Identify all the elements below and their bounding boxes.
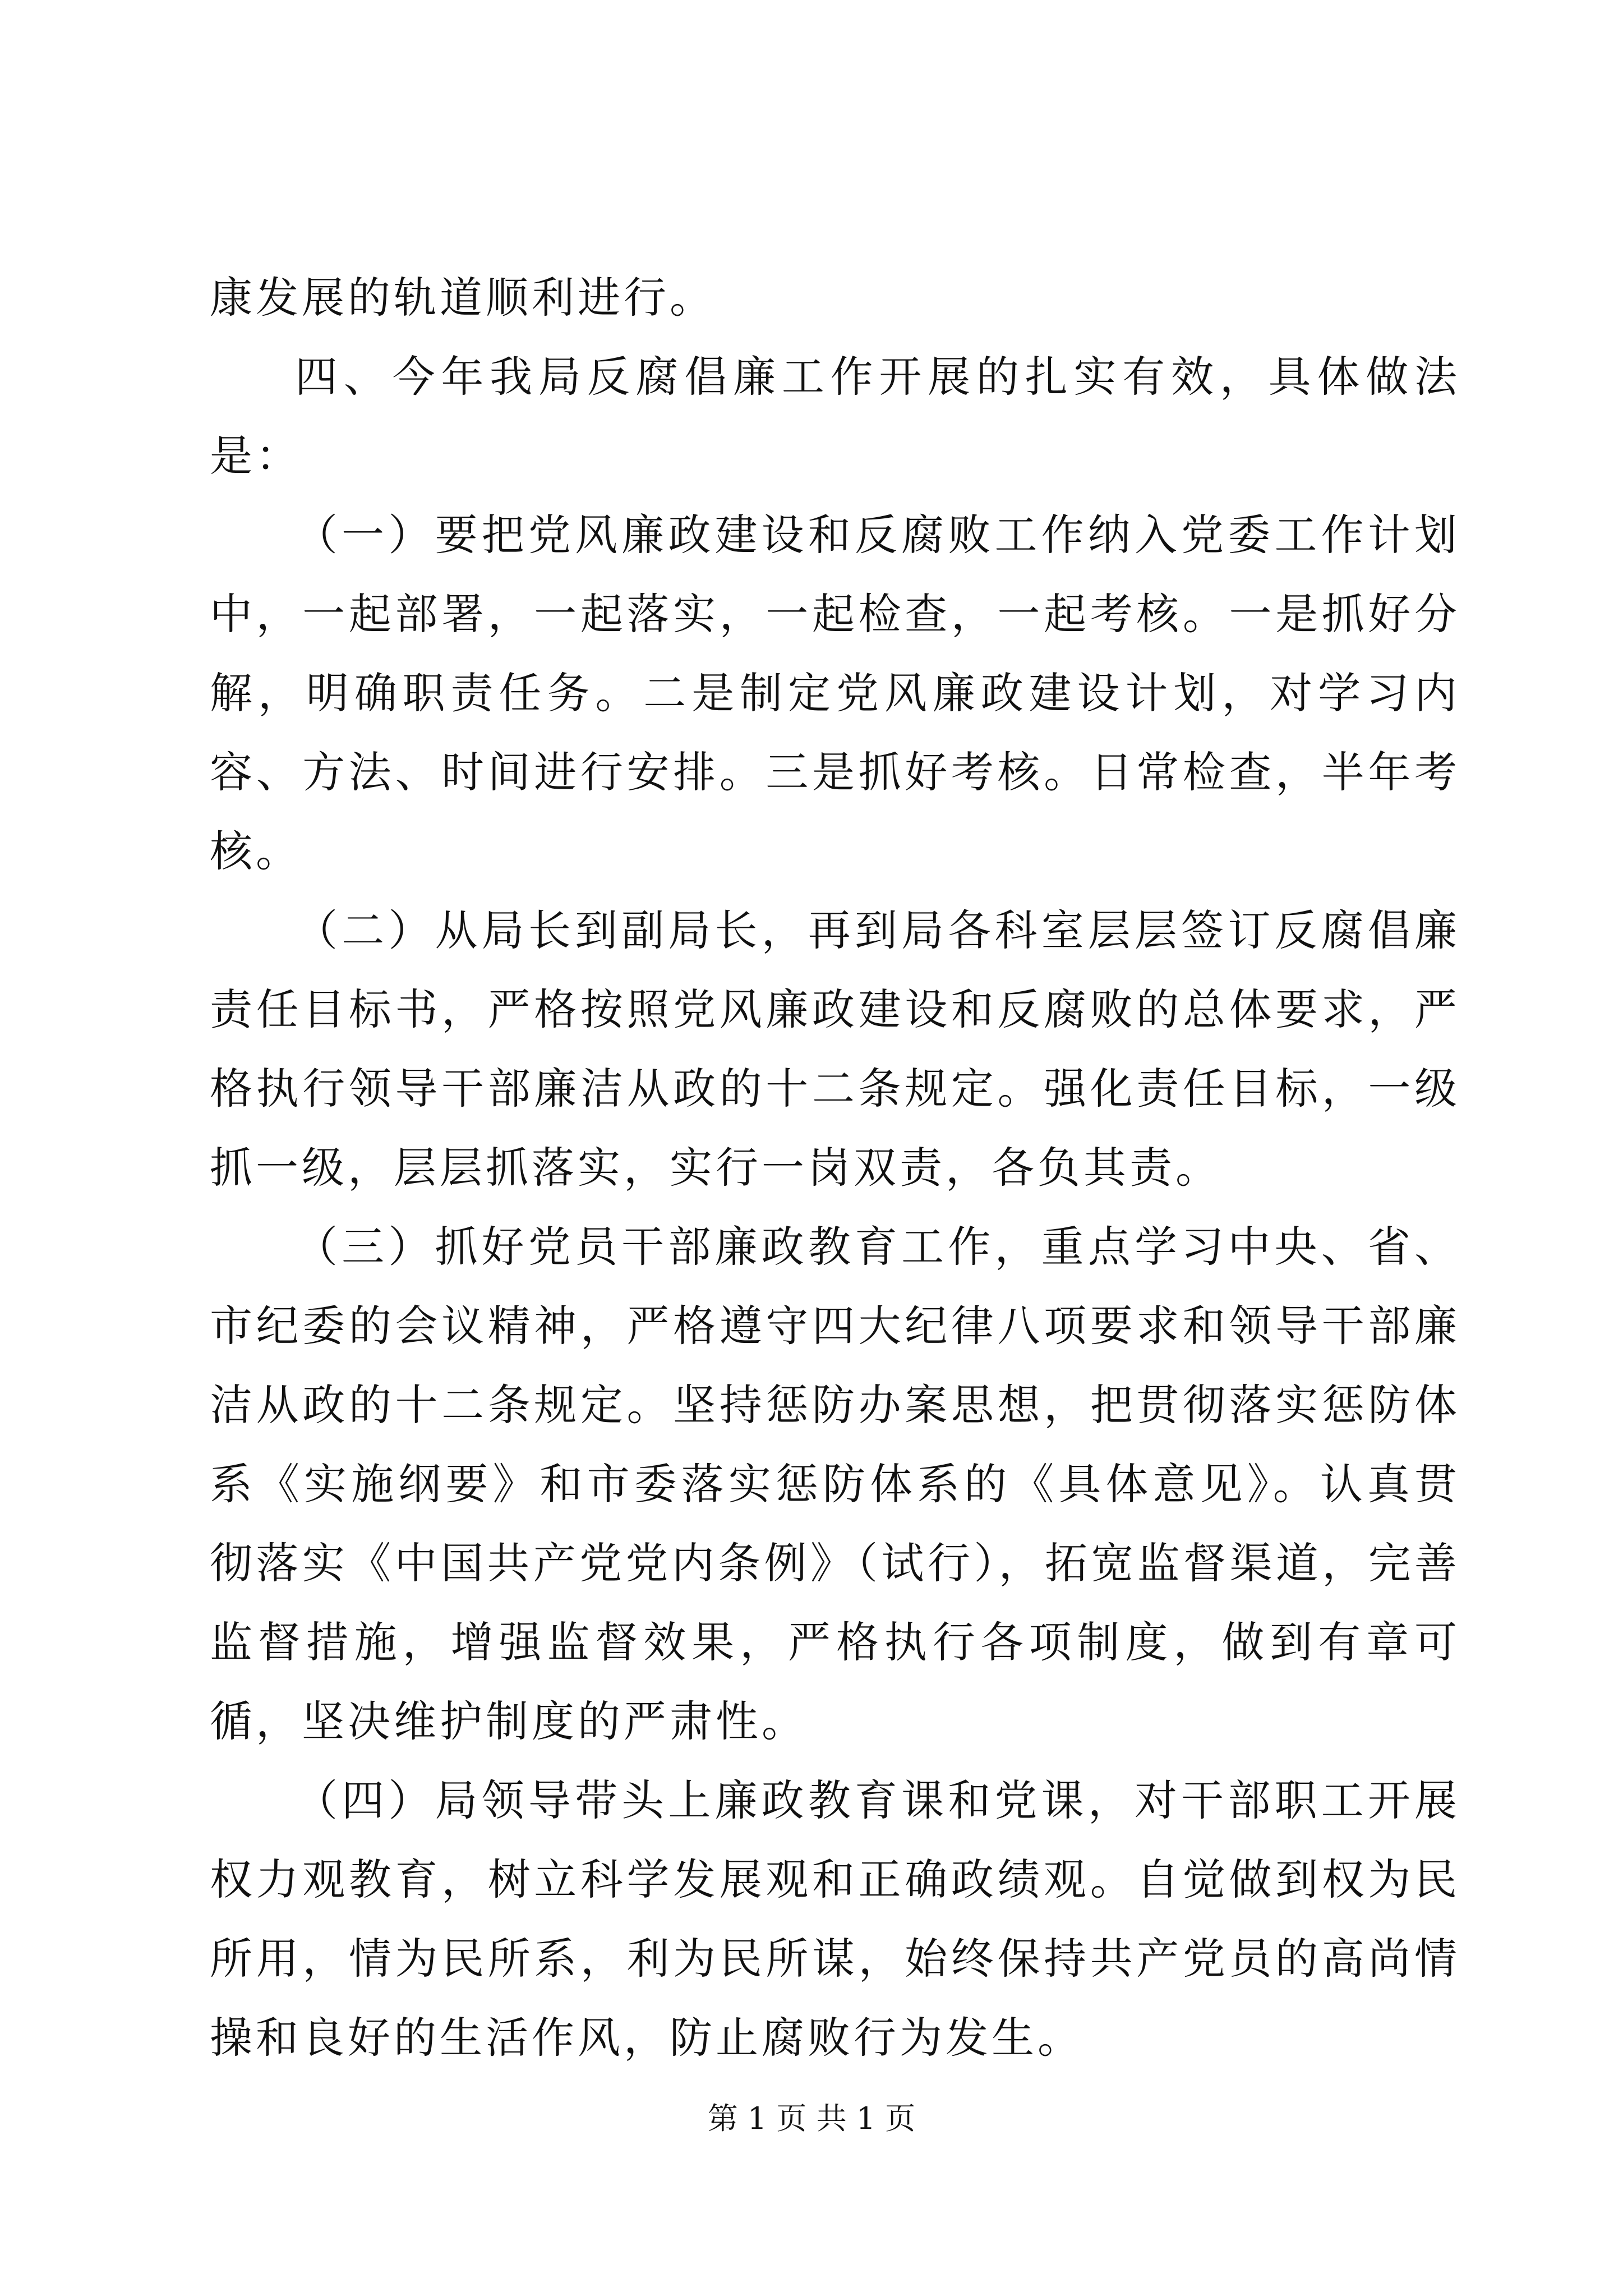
paragraph: （二）从局长到副局长，再到局各科室层层签订反腐倡廉责任目标书，严格按照党风廉政建设和反腐败的总体要求，严格执行领导干部廉洁从政的十二条规定。强化责任目标，一级抓一级，层层抓落实，实行一岗双责，各负其责。 bbox=[210, 905, 1460, 1193]
paragraph: （四）局领导带头上廉政教育课和党课，对干部职工开展权力观教育，树立科学发展观和正确政绩观。自觉做到权为民所用，情为民所系，利为民所谋，始终保持共产党员的高尚情操和良好的生活作风，防止腐败行为发生。 bbox=[210, 1775, 1460, 2063]
paragraph: （一）要把党风廉政建设和反腐败工作纳入党委工作计划中，一起部署，一起落实，一起检查，一起考核。一是抓好分解，明确职责任务。二是制定党风廉政建设计划，对学习内容、方法、时间进行安排。三是抓好考核。日常检查，半年考核。 bbox=[210, 510, 1460, 876]
paragraph: 四、今年我局反腐倡廉工作开展的扎实有效，具体做法是： bbox=[210, 352, 1460, 481]
document-body bbox=[210, 258, 1460, 2077]
paragraph: 康发展的轨道顺利进行。 bbox=[210, 273, 716, 323]
page-footer bbox=[0, 2099, 1623, 2138]
page-number-label: 第 1 页 共 1 页 bbox=[707, 2101, 916, 2136]
paragraph: （三）抓好党员干部廉政教育工作，重点学习中央、省、市纪委的会议精神，严格遵守四大纪律八项要求和领导干部廉洁从政的十二条规定。坚持惩防办案思想，把贯彻落实惩防体系《实施纲要》和市委落实惩防体系的《具体意见》。认真贯彻落实《中国共产党党内条例》（试行），拓宽监督渠道，完善监督措施，增强监督效果，严格执行各项制度，做到有章可循，坚决维护制度的严肃性。 bbox=[210, 1222, 1460, 1746]
